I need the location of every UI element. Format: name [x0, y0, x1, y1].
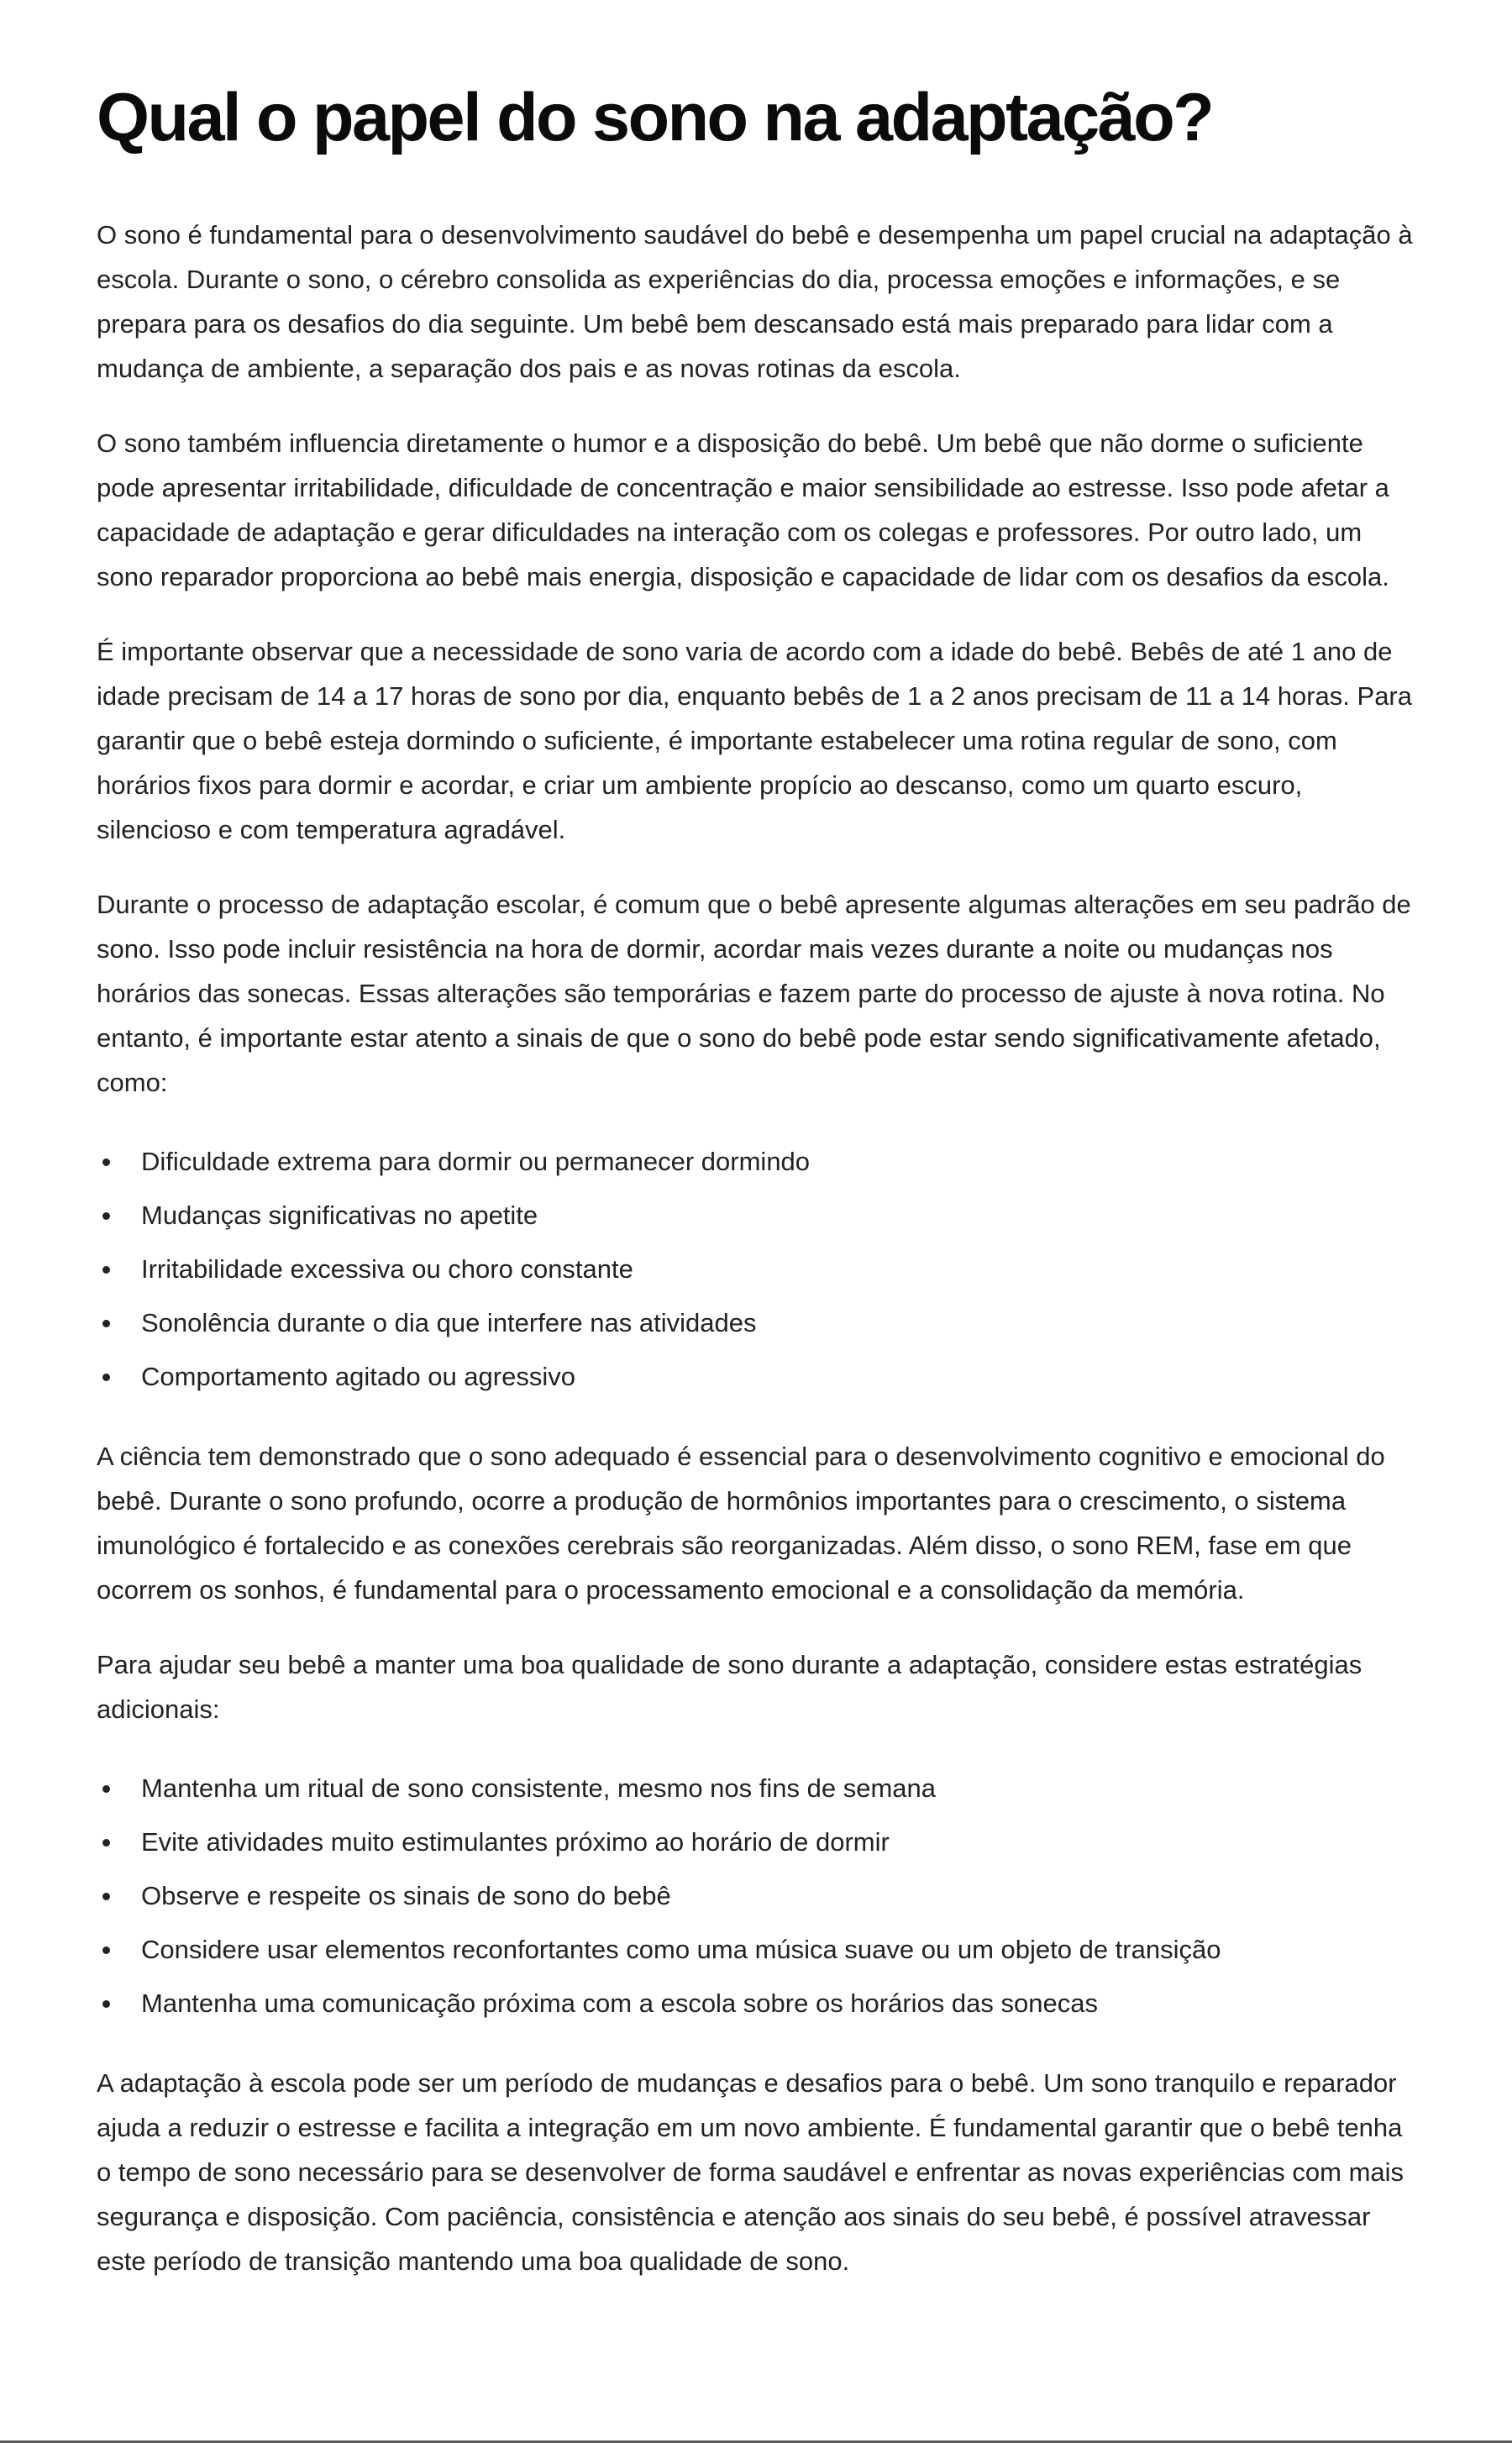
strategies-list: [97, 1762, 1420, 2031]
bullet-icon: [102, 1947, 110, 1954]
paragraph-intro: O sono é fundamental para o desenvolvimento saudável do bebê e desempenha um papel crucial na adaptação à escola. Durante o sono, o cérebro consolida as experiências do dia, processa emoções e informações, e se prepara para os desafios do dia seguinte. Um bebê bem descansado está mais preparado para lidar com a mudança de ambiente, a separação dos pais e as novas rotinas da escola.: [97, 220, 1413, 384]
bullet-icon: [102, 1374, 110, 1381]
bullet-icon: [102, 1839, 110, 1847]
article: [97, 0, 1420, 2283]
list-item-text: Irritabilidade excessiva ou choro constante: [141, 1254, 633, 1285]
list-item-text: Sonolência durante o dia que interfere nas atividades: [141, 1308, 757, 1338]
list-item: [97, 1815, 1420, 1869]
list-item: [97, 1135, 1420, 1189]
list-item: [97, 1350, 1420, 1404]
warning-signs-list: [97, 1135, 1420, 1404]
bullet-icon: [102, 1320, 110, 1327]
list-item: [97, 1189, 1420, 1243]
list-item: [97, 1977, 1420, 2031]
list-item: [97, 1762, 1420, 1815]
list-item: [97, 1243, 1420, 1296]
list-item-text: Mantenha uma comunicação próxima com a escola sobre os horários das sonecas: [141, 1989, 1098, 2019]
bullet-icon: [102, 1158, 110, 1166]
list-item: [97, 1923, 1420, 1977]
list-item-text: Comportamento agitado ou agressivo: [141, 1362, 575, 1392]
list-item: [97, 1296, 1420, 1350]
list-item-text: Mudanças significativas no apetite: [141, 1200, 538, 1231]
bullet-icon: [102, 2000, 110, 2008]
paragraph-sleep-needs: É importante observar que a necessidade de sono varia de acordo com a idade do bebê. Bebês de até 1 ano de idade precisam de 14 a 17 horas de sono por dia, enquanto bebês de 1 a 2 anos precisam de 11 a 14 horas. Para garantir que o bebê esteja dormindo o suficiente, é importante estabelecer uma rotina regular de sono, com horários fixos para dormir e acordar, e criar um ambiente propício ao descanso, como um quarto escuro, silencioso e com temperatura agradável.: [97, 637, 1412, 845]
paragraph-sleep-changes: Durante o processo de adaptação escolar, é comum que o bebê apresente algumas alterações em seu padrão de sono. Isso pode incluir resistência na hora de dormir, acordar mais vezes durante a noite ou mudanças nos horários das sonecas. Essas alterações são temporárias e fazem parte do processo de ajuste à nova rotina. No entanto, é importante estar atento a sinais de que o sono do bebê pode estar sendo significativamente afetado, como:: [97, 890, 1411, 1098]
bullet-icon: [102, 1893, 110, 1900]
list-item-text: Dificuldade extrema para dormir ou permanecer dormindo: [141, 1147, 811, 1177]
paragraph-mood: O sono também influencia diretamente o humor e a disposição do bebê. Um bebê que não dorme o suficiente pode apresentar irritabilidade, dificuldade de concentração e maior sensibilidade ao estresse. Isso pode afetar a capacidade de adaptação e gerar dificuldades na interação com os colegas e professores. Por outro lado, um sono reparador proporciona ao bebê mais energia, disposição e capacidade de lidar com os desafios da escola.: [97, 428, 1389, 592]
list-item-text: Evite atividades muito estimulantes próximo ao horário de dormir: [141, 1827, 890, 1857]
list-item-text: Mantenha um ritual de sono consistente, mesmo nos fins de semana: [141, 1773, 937, 1804]
bullet-icon: [102, 1212, 110, 1220]
bullet-icon: [102, 1785, 110, 1793]
list-item-text: Observe e respeite os sinais de sono do bebê: [141, 1881, 671, 1911]
paragraph-science: A ciência tem demonstrado que o sono adequado é essencial para o desenvolvimento cognitivo e emocional do bebê. Durante o sono profundo, ocorre a produção de hormônios importantes para o crescimento, o sistema imunológico é fortalecido e as conexões cerebrais são reorganizadas. Além disso, o sono REM, fase em que ocorrem os sonhos, é fundamental para o processamento emocional e a consolidação da memória.: [97, 1442, 1385, 1605]
page-title: Qual o papel do sono na adaptação?: [97, 80, 1213, 155]
paragraph-conclusion: A adaptação à escola pode ser um período de mudanças e desafios para o bebê. Um sono tranquilo e reparador ajuda a reduzir o estresse e facilita a integração em um novo ambiente. É fundamental garantir que o bebê tenha o tempo de sono necessário para se desenvolver de forma saudável e enfrentar as novas experiências com mais segurança e disposição. Com paciência, consistência e atenção aos sinais do seu bebê, é possível atravessar este período de transição mantendo uma boa qualidade de sono.: [97, 2068, 1404, 2277]
paragraph-strategies-intro: Para ajudar seu bebê a manter uma boa qualidade de sono durante a adaptação, considere estas estratégias adicionais:: [97, 1650, 1362, 1725]
list-item-text: Considere usar elementos reconfortantes como uma música suave ou um objeto de transição: [141, 1935, 1221, 1965]
list-item: [97, 1869, 1420, 1923]
bullet-icon: [102, 1266, 110, 1274]
